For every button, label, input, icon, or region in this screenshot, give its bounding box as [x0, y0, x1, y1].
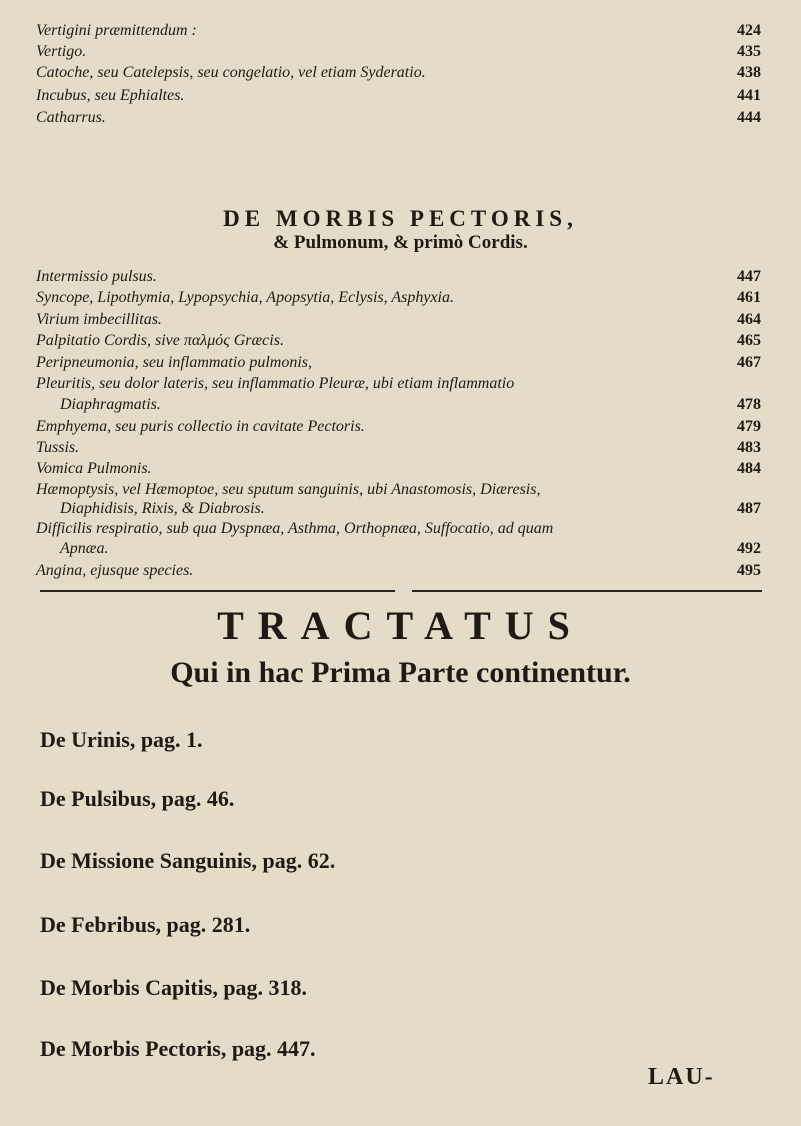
entry-text: Virium imbecillitas.: [36, 311, 162, 328]
entry-page-number: 435: [737, 43, 761, 60]
entry-text: Incubus, seu Ephialtes.: [36, 87, 185, 104]
toc-item: De Morbis Capitis, pag. 318.: [40, 975, 308, 1000]
entry-text: Intermissio pulsus.: [36, 268, 157, 285]
section-subheading: & Pulmonum, & primò Cordis.: [273, 232, 528, 253]
index-entry: [36, 375, 761, 393]
index-entry: [60, 500, 761, 518]
index-entry: [36, 562, 761, 580]
index-entry: [60, 396, 761, 414]
entry-page-number: 438: [737, 64, 761, 81]
index-entry: [36, 439, 761, 457]
entry-text: Pleuritis, seu dolor lateris, seu inflammatio Pleuræ, ubi etiam inflammatio: [36, 375, 515, 392]
entry-text: Vertigo.: [36, 43, 87, 60]
toc-item: De Febribus, pag. 281.: [40, 912, 251, 937]
index-entry: [36, 87, 761, 105]
entry-page-number: 465: [737, 332, 761, 349]
entry-text: Hæmoptysis, vel Hæmoptoe, seu sputum sanguinis, ubi Anastomosis, Diæresis,: [36, 481, 541, 498]
index-entry: [36, 354, 761, 372]
index-entry: [36, 109, 761, 127]
entry-page-number: 479: [737, 418, 761, 435]
entry-text: Catharrus.: [36, 109, 106, 126]
toc-item: De Pulsibus, pag. 46.: [40, 786, 235, 811]
index-entry: [36, 332, 761, 350]
entry-text: Angina, ejusque species.: [36, 562, 194, 579]
entry-text: Vertigini præmittendum :: [36, 22, 197, 39]
divider-rule: [40, 590, 395, 592]
index-entry: [36, 64, 761, 82]
entry-page-number: 484: [737, 460, 761, 477]
entry-text: Palpitatio Cordis, sive παλμός Græcis.: [36, 332, 284, 349]
catchword: LAU-: [648, 1064, 715, 1090]
entry-text: Syncope, Lipothymia, Lypopsychia, Apopsytia, Eclysis, Asphyxia.: [36, 289, 454, 306]
index-entry: [36, 418, 761, 436]
entry-text: Tussis.: [36, 439, 80, 456]
entry-page-number: 464: [737, 311, 761, 328]
entry-page-number: 467: [737, 354, 761, 371]
toc-item: De Morbis Pectoris, pag. 447.: [40, 1036, 316, 1061]
tractatus-subtitle: Qui in hac Prima Parte continentur.: [170, 656, 631, 689]
entry-page-number: 444: [737, 109, 761, 126]
entry-text: Emphyema, seu puris collectio in cavitate Pectoris.: [36, 418, 365, 435]
toc-item: De Urinis, pag. 1.: [40, 727, 203, 752]
section-heading: DE MORBIS PECTORIS,: [223, 206, 578, 231]
entry-page-number: 461: [737, 289, 761, 306]
entry-text: Apnæa.: [60, 540, 109, 557]
entry-text: Vomica Pulmonis.: [36, 460, 152, 477]
entry-page-number: 492: [737, 540, 761, 557]
toc-item: De Missione Sanguinis, pag. 62.: [40, 848, 336, 873]
entry-page-number: 478: [737, 396, 761, 413]
entry-text: Diaphragmatis.: [60, 396, 161, 413]
entry-page-number: 483: [737, 439, 761, 456]
entry-page-number: 424: [737, 22, 761, 39]
index-entry: [36, 520, 761, 538]
entry-page-number: 487: [737, 500, 761, 517]
entry-text: Diaphidisis, Rixis, & Diabrosis.: [60, 500, 265, 517]
index-entry: [36, 481, 761, 499]
index-entry: [36, 43, 761, 61]
index-entry: [60, 540, 761, 558]
entry-text: Difficilis respiratio, sub qua Dyspnæa, Asthma, Orthopnæa, Suffocatio, ad quam: [36, 520, 554, 537]
entry-page-number: 441: [737, 87, 761, 104]
divider-rule: [412, 590, 762, 592]
entry-text: Peripneumonia, seu inflammatio pulmonis,: [36, 354, 312, 371]
entry-page-number: 495: [737, 562, 761, 579]
entry-page-number: 447: [737, 268, 761, 285]
index-entry: [36, 460, 761, 478]
entry-text: Catoche, seu Catelepsis, seu congelatio, vel etiam Syderatio.: [36, 64, 426, 81]
index-entry: [36, 22, 761, 40]
index-entry: [36, 289, 761, 307]
index-entry: [36, 268, 761, 286]
index-entry: [36, 311, 761, 329]
tractatus-title: TRACTATUS: [217, 603, 584, 648]
